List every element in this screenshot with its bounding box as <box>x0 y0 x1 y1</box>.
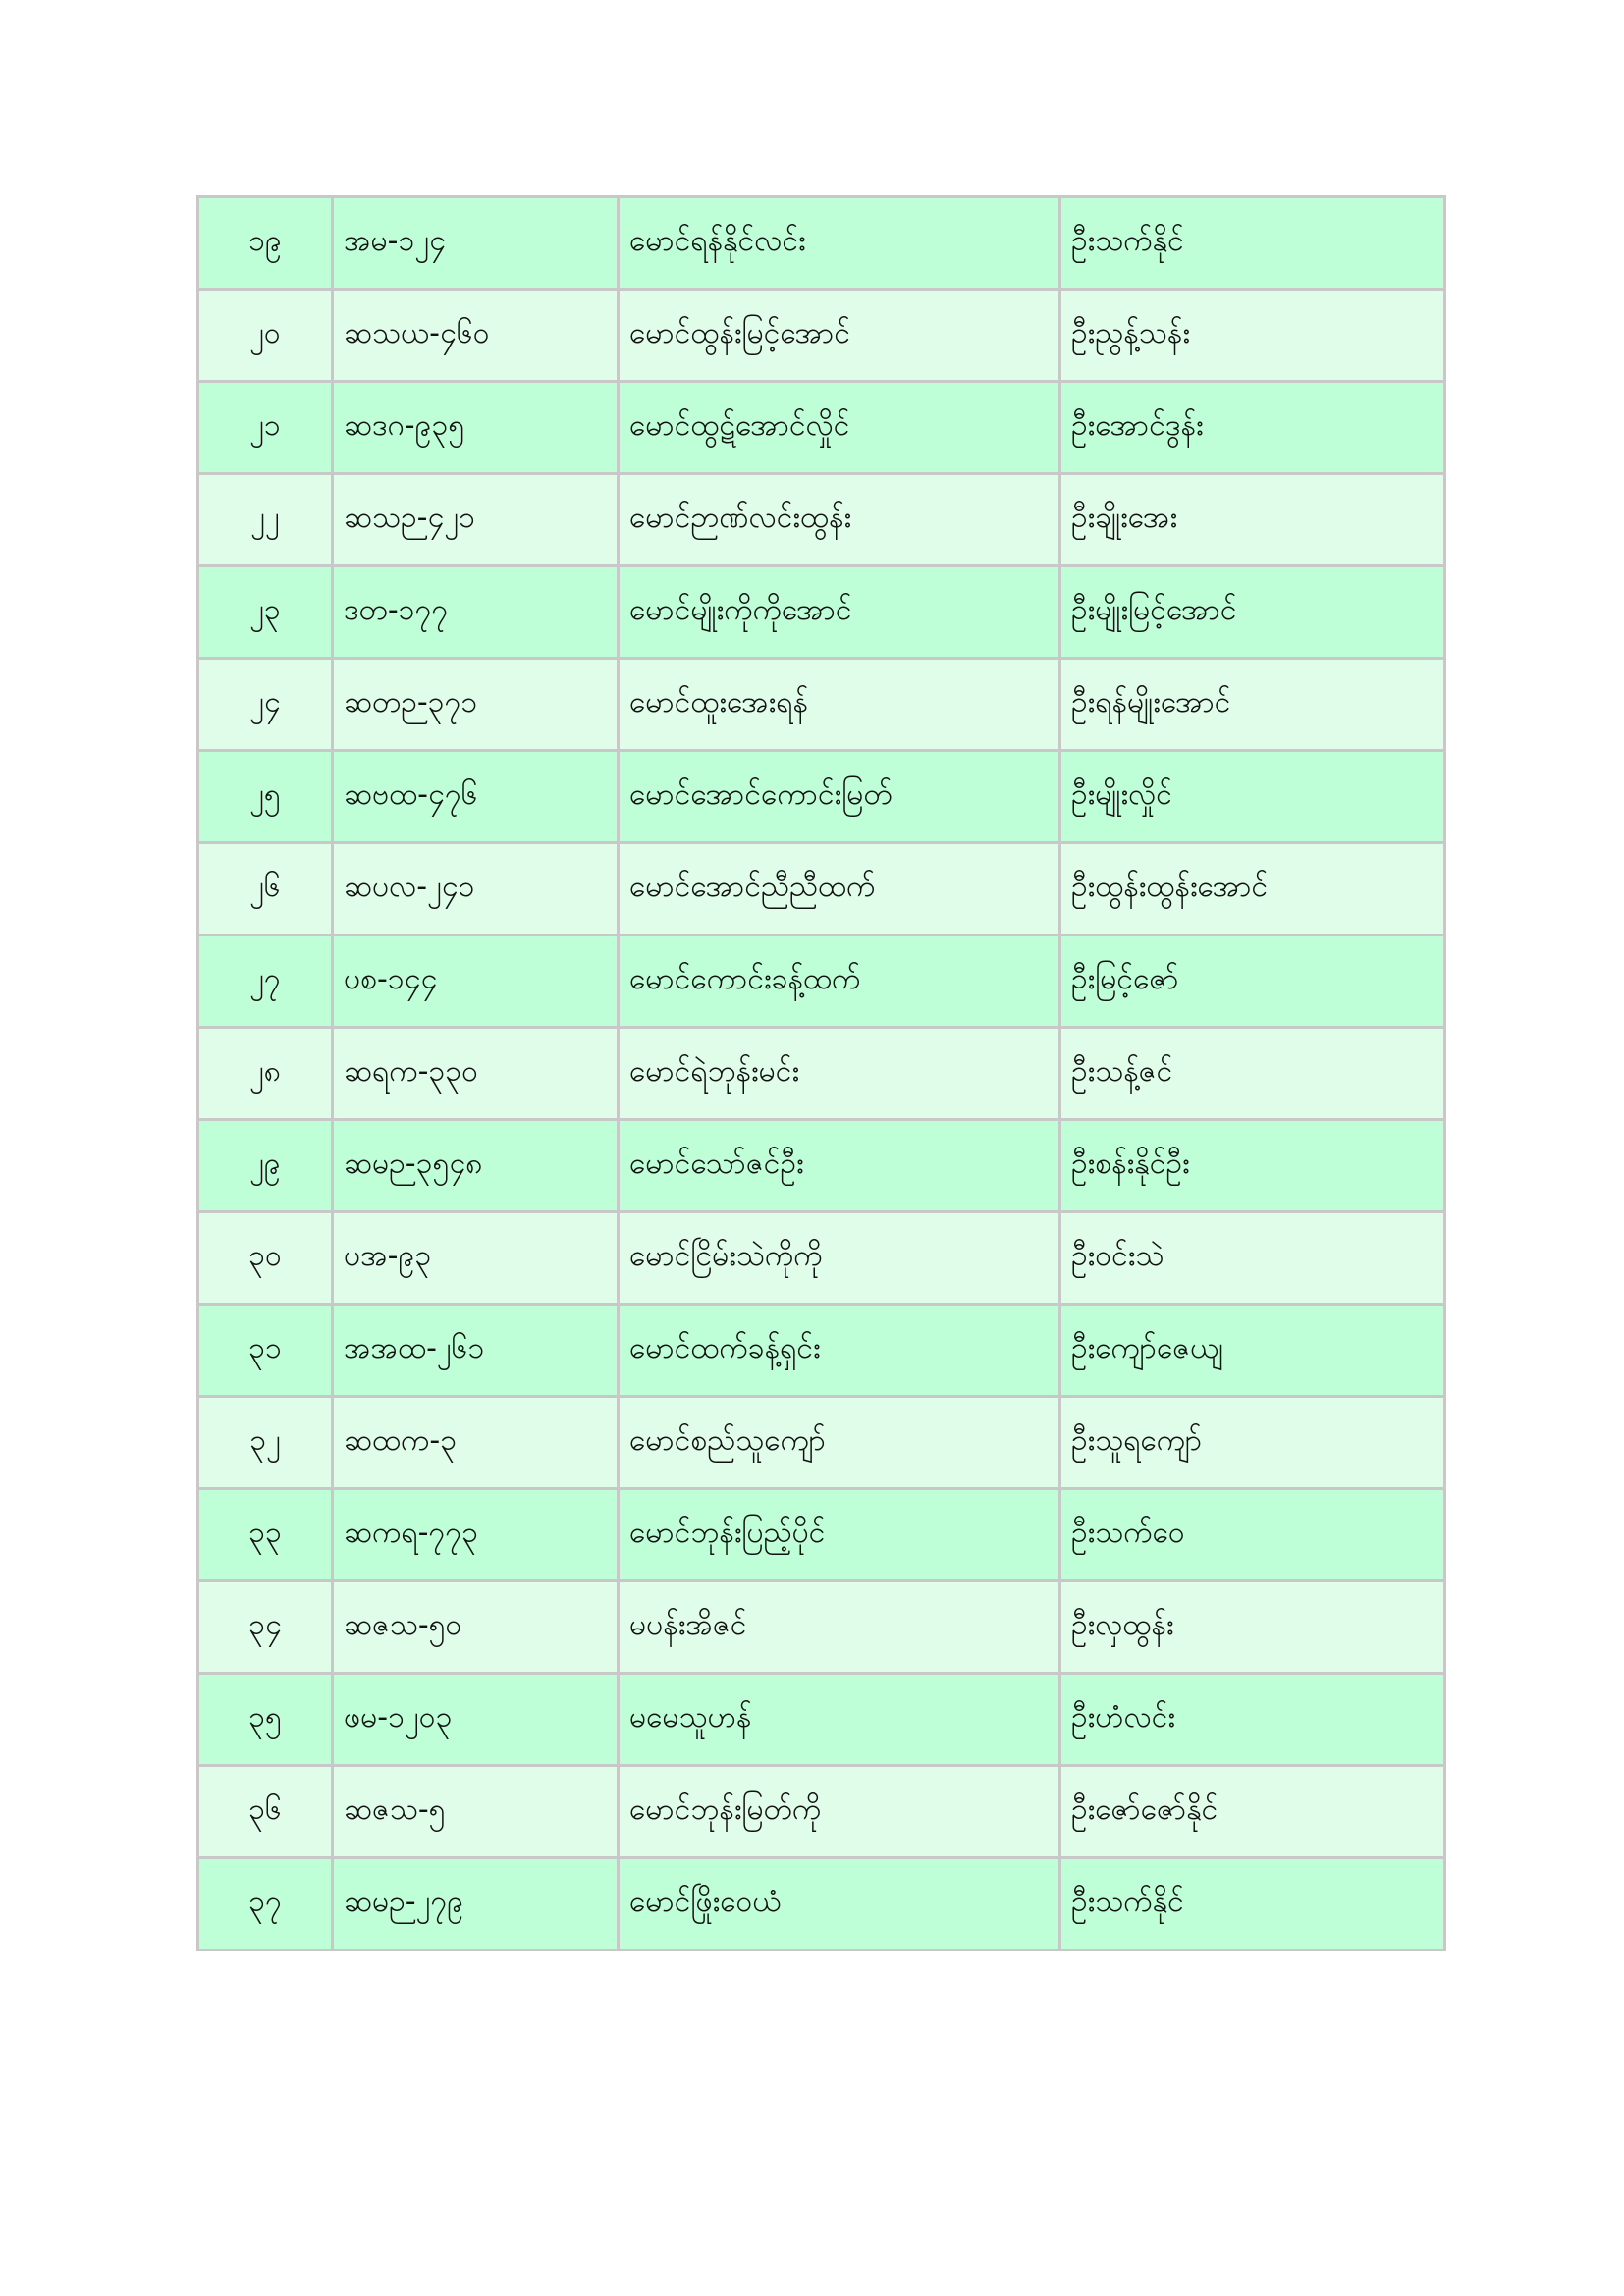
table-row <box>198 1305 1445 1397</box>
row-number-cell: ၂၁ <box>198 382 333 474</box>
row-number-cell: ၂၅ <box>198 751 333 843</box>
father-name-cell: ဦးသန့်ဇင် <box>1060 1028 1445 1120</box>
student-name-cell: မောင်ဉာဏ်လင်းထွန်း <box>619 474 1060 566</box>
father-name-cell: ဦးချိုးအေး <box>1060 474 1445 566</box>
table-row <box>198 1397 1445 1489</box>
table-row <box>198 566 1445 659</box>
table-row <box>198 1120 1445 1212</box>
father-name-cell: ဦးထွန်းထွန်းအောင် <box>1060 843 1445 935</box>
father-name-cell: ဦးလှထွန်း <box>1060 1581 1445 1674</box>
table-row <box>198 1674 1445 1766</box>
row-number-cell: ၂၇ <box>198 935 333 1028</box>
registration-id-cell: ဆကရ-၇၇၃ <box>333 1489 619 1581</box>
registration-id-cell: အအထ-၂၆၁ <box>333 1305 619 1397</box>
table-row <box>198 1858 1445 1950</box>
registration-id-cell: ဆထက-၃ <box>333 1397 619 1489</box>
father-name-cell: ဦးအောင်ဒွန်း <box>1060 382 1445 474</box>
father-name-cell: ဦးသက်နိုင် <box>1060 1858 1445 1950</box>
student-name-cell: မပန်းအိဇင် <box>619 1581 1060 1674</box>
student-name-cell: မောင်ငြိမ်းသဲကိုကို <box>619 1212 1060 1305</box>
row-number-cell: ၃၆ <box>198 1766 333 1858</box>
registration-id-cell: ဆမဉ-၃၅၄၈ <box>333 1120 619 1212</box>
registration-id-cell: ဒတ-၁၇၇ <box>333 566 619 659</box>
student-name-cell: မောင်ထွန်းမြင့်အောင် <box>619 290 1060 382</box>
registration-id-cell: ဆရက-၃၃၀ <box>333 1028 619 1120</box>
student-name-cell: မမေသူဟန် <box>619 1674 1060 1766</box>
father-name-cell: ဦးသက်နိုင် <box>1060 197 1445 290</box>
registration-id-cell: ဆသဉ-၄၂၁ <box>333 474 619 566</box>
registration-id-cell: ပစ-၁၄၄ <box>333 935 619 1028</box>
father-name-cell: ဦးဟံလင်း <box>1060 1674 1445 1766</box>
row-number-cell: ၃၀ <box>198 1212 333 1305</box>
registration-id-cell: ဆဒဂ-၉၃၅ <box>333 382 619 474</box>
table-row <box>198 197 1445 290</box>
student-name-cell: မောင်ဖြိုးဝေယံ <box>619 1858 1060 1950</box>
father-name-cell: ဦးဇော်ဇော်နိုင် <box>1060 1766 1445 1858</box>
row-number-cell: ၃၇ <box>198 1858 333 1950</box>
registration-id-cell: ဆဇသ-၅ <box>333 1766 619 1858</box>
table-row <box>198 1581 1445 1674</box>
registration-id-cell: ဆမဉ-၂၇၉ <box>333 1858 619 1950</box>
father-name-cell: ဦးမျိုးလှိုင် <box>1060 751 1445 843</box>
registration-id-cell: ဆဗထ-၄၇၆ <box>333 751 619 843</box>
student-name-cell: မောင်ဘုန်းမြတ်ကို <box>619 1766 1060 1858</box>
row-number-cell: ၂၈ <box>198 1028 333 1120</box>
table-row <box>198 290 1445 382</box>
father-name-cell: ဦးသက်ဝေ <box>1060 1489 1445 1581</box>
student-name-cell: မောင်အောင်ညီညီထက် <box>619 843 1060 935</box>
row-number-cell: ၃၃ <box>198 1489 333 1581</box>
father-name-cell: ဦးကျော်ဇေယျ <box>1060 1305 1445 1397</box>
student-name-cell: မောင်ထက်ခန့်ရှင်း <box>619 1305 1060 1397</box>
row-number-cell: ၂၄ <box>198 659 333 751</box>
table-row <box>198 382 1445 474</box>
student-name-cell: မောင်ကောင်းခန့်ထက် <box>619 935 1060 1028</box>
row-number-cell: ၃၅ <box>198 1674 333 1766</box>
student-name-cell: မောင်ရန်နိုင်လင်း <box>619 197 1060 290</box>
student-name-cell: မောင်ထွဋ်အောင်လှိုင် <box>619 382 1060 474</box>
registration-id-cell: ဆပလ-၂၄၁ <box>333 843 619 935</box>
student-name-cell: မောင်ဘုန်းပြည့်ပိုင် <box>619 1489 1060 1581</box>
table-row <box>198 1766 1445 1858</box>
registration-id-cell: ဆဇသ-၅၀ <box>333 1581 619 1674</box>
table-row <box>198 1489 1445 1581</box>
row-number-cell: ၂၆ <box>198 843 333 935</box>
row-number-cell: ၃၂ <box>198 1397 333 1489</box>
row-number-cell: ၂၂ <box>198 474 333 566</box>
father-name-cell: ဦးမြင့်ဇော် <box>1060 935 1445 1028</box>
table-row <box>198 474 1445 566</box>
student-roster-page <box>196 195 1443 1951</box>
registration-id-cell: ဆတဉ-၃၇၁ <box>333 659 619 751</box>
table-row <box>198 1028 1445 1120</box>
registration-id-cell: ဖမ-၁၂၀၃ <box>333 1674 619 1766</box>
roster-body <box>198 197 1445 1950</box>
row-number-cell: ၁၉ <box>198 197 333 290</box>
father-name-cell: ဦးဝင်းသဲ <box>1060 1212 1445 1305</box>
student-name-cell: မောင်အောင်ကောင်းမြတ် <box>619 751 1060 843</box>
father-name-cell: ဦးမျိုးမြင့်အောင် <box>1060 566 1445 659</box>
student-name-cell: မောင်သော်ဇင်ဦး <box>619 1120 1060 1212</box>
row-number-cell: ၂၃ <box>198 566 333 659</box>
registration-id-cell: ပအ-၉၃ <box>333 1212 619 1305</box>
table-row <box>198 843 1445 935</box>
father-name-cell: ဦးသူရကျော် <box>1060 1397 1445 1489</box>
registration-id-cell: အမ-၁၂၄ <box>333 197 619 290</box>
student-name-cell: မောင်စည်သူကျော် <box>619 1397 1060 1489</box>
table-row <box>198 935 1445 1028</box>
student-name-cell: မောင်ရဲဘုန်းမင်း <box>619 1028 1060 1120</box>
registration-id-cell: ဆသယ-၄၆၀ <box>333 290 619 382</box>
table-row <box>198 751 1445 843</box>
student-name-cell: မောင်မျိုးကိုကိုအောင် <box>619 566 1060 659</box>
student-roster-table <box>196 195 1446 1951</box>
student-name-cell: မောင်ထူးအေးရန် <box>619 659 1060 751</box>
row-number-cell: ၂၀ <box>198 290 333 382</box>
father-name-cell: ဦးညွန့်သန်း <box>1060 290 1445 382</box>
row-number-cell: ၃၄ <box>198 1581 333 1674</box>
row-number-cell: ၃၁ <box>198 1305 333 1397</box>
row-number-cell: ၂၉ <box>198 1120 333 1212</box>
table-row <box>198 659 1445 751</box>
father-name-cell: ဦးစန်းနိုင်ဦး <box>1060 1120 1445 1212</box>
father-name-cell: ဦးရန်မျိုးအောင် <box>1060 659 1445 751</box>
table-row <box>198 1212 1445 1305</box>
